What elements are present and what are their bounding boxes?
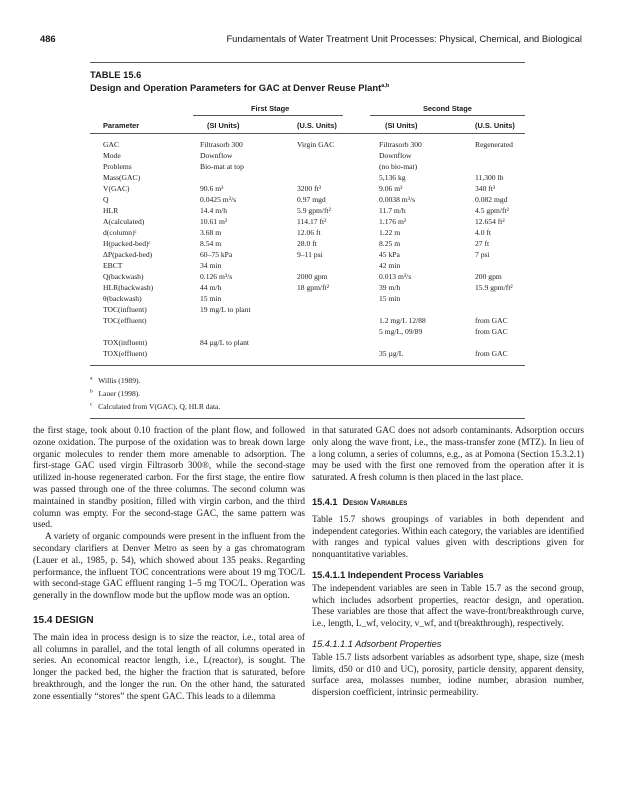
- header-bottom-rule: [90, 133, 525, 134]
- table-cell: H(packed-bed)ᶜ: [103, 239, 151, 248]
- table-cell: 5 mg/L, 09/89: [379, 327, 423, 336]
- table-cell: 1.22 m: [379, 228, 401, 237]
- table-cell: GAC: [103, 140, 120, 149]
- table-cell: from GAC: [475, 349, 508, 358]
- table-cell: Bio-mat at top: [200, 162, 244, 171]
- table-cell: from GAC: [475, 316, 508, 325]
- table-cell: 11,300 lb: [475, 173, 504, 182]
- table-cell: 340 ft³: [475, 184, 496, 193]
- table-title: Design and Operation Parameters for GAC at Denver Reuse Plant: [90, 82, 382, 93]
- table-cell: 1.2 mg/L 12/88: [379, 316, 426, 325]
- table-cell: 18 gpm/ft²: [297, 283, 330, 292]
- table-cell: 114.17 ft²: [297, 217, 327, 226]
- page-number: 486: [40, 33, 56, 44]
- left-paragraph-2: A variety of organic compounds were present in the influent from the secondary clarifiers at Denver Metro as seen by a gas chromatogram (Lauer et al., 1985, p. 54), which showed about 135 peaks. Regarding performance, the influent TOC concentrations were about 19 mg TOC/L with second-stage GAC effluent ranging 1–5 mg TOC/L. Operation was generally in the downflow mode but the upflow mode was an option.: [33, 532, 305, 602]
- table-cell: from GAC: [475, 327, 508, 336]
- group-rule-second: [370, 115, 525, 116]
- table-cell: Downflow: [379, 151, 412, 160]
- table-cell: 5,136 kg: [379, 173, 406, 182]
- table-cell: 19 mg/L to plant: [200, 305, 251, 314]
- table-cell: 5.9 gpm/ft²: [297, 206, 331, 215]
- table-cell: 44 m/h: [200, 283, 222, 292]
- col-header-parameter: Parameter: [103, 121, 140, 130]
- table-cell: Virgin GAC: [297, 140, 335, 149]
- table-cell: 27 ft: [475, 239, 490, 248]
- table-cell: 200 gpm: [475, 272, 502, 281]
- col-header-us-2: (U.S. Units): [475, 121, 515, 130]
- subsubsubsection-heading: 15.4.1.1.1 Adsorbent Properties: [312, 638, 442, 649]
- left-paragraph-3: The main idea in process design is to size the reactor, i.e., total area of all columns in parallel, and the total length of all columns operated in series. An economical reactor length, i.e., L(reactor), is sought. The longer the packed bed, the higher the fraction that is saturated, before breakthrough, and the longer the run. On the other hand, the saturated zone essentially “stores” the spent GAC. This leads to a dilemma: [33, 632, 305, 702]
- group-header-first-stage: First Stage: [251, 104, 290, 113]
- table-cell: 15 min: [379, 294, 401, 303]
- table-cell: HLR(backwash): [103, 283, 154, 292]
- col-header-si-1: (SI Units): [207, 121, 240, 130]
- table-cell: 0.126 m³/s: [200, 272, 233, 281]
- right-paragraph-2: Table 15.7 shows groupings of variables in both dependent and independent categories. Within each category, the variables are identified with ranges and typical values given with descriptions given for nonquantitative variables.: [312, 514, 584, 561]
- table-cell: Filtrasorb 300: [379, 140, 422, 149]
- table-cell: 15 min: [200, 294, 222, 303]
- left-paragraph-1: the first stage, took about 0.10 fraction of the plant flow, and followed ozone oxidation. The purpose of the oxidation was to break down large organic molecules to render them more amenable to adsorption. The first-stage GAC used virgin Filtrasorb 300®, while the second-stage utilized in-house regenerated carbon. For the first stage, the entire flow was passed through one of the three columns. The second column was maintained in standby position, filled with virgin carbon, and the third column was empty. For the second-stage GAC, the same pattern was used.: [33, 426, 305, 531]
- group-rule-first: [193, 115, 343, 116]
- table-cell: TOC(effluent): [103, 316, 147, 325]
- table-cell: 2000 gpm: [297, 272, 328, 281]
- table-cell: 9.06 m³: [379, 184, 403, 193]
- table-top-rule: [90, 62, 525, 63]
- table-cell: 0.013 m³/s: [379, 272, 412, 281]
- table-cell: Regenerated: [475, 140, 513, 149]
- table-cell: TOX(effluent): [103, 349, 148, 358]
- right-column: [312, 426, 584, 700]
- table-cell: 0.0038 m³/s: [379, 195, 416, 204]
- table-cell: 34 min: [200, 261, 222, 270]
- table-cell: d(column)ᶜ: [103, 228, 137, 237]
- col-header-si-2: (SI Units): [385, 121, 418, 130]
- table-cell: 28.0 ft: [297, 239, 317, 248]
- table-label: TABLE 15.6: [90, 69, 142, 80]
- table-cell: 35 µg/L: [379, 349, 404, 358]
- table-cell: 42 min: [379, 261, 401, 270]
- table-cell: 11.7 m/h: [379, 206, 406, 215]
- table-cell: 84 µg/L to plant: [200, 338, 250, 347]
- col-header-us-1: (U.S. Units): [297, 121, 337, 130]
- table-cell: 8.54 m: [200, 239, 222, 248]
- table-cell: 4.5 gpm/ft²: [475, 206, 509, 215]
- table-title-sup: a,b: [381, 82, 390, 89]
- table-cell: 9–11 psi: [297, 250, 323, 259]
- page-header: [40, 33, 582, 49]
- right-paragraph-3: The independent variables are seen in Table 15.7 as the second group, which includes adsorbent properties, reactor design, and operation. These variables are those that affect the wave-front/breakthrough curve, i.e., length, L_wf, velocity, v_wf, and t(breakthrough), respectively.: [312, 583, 584, 630]
- table-cell: 7 psi: [475, 250, 490, 259]
- footnote-a: $^a$ Willis (1989).: [90, 375, 141, 385]
- table-cell: (no bio-mat): [379, 162, 418, 171]
- table-cell: θ(backwash): [103, 294, 142, 303]
- table-cell: 0.97 mgd: [297, 195, 326, 204]
- table-cell: EBCT: [103, 261, 123, 270]
- table-cell: 3200 ft³: [297, 184, 322, 193]
- table-cell: 0.082 mgd: [475, 195, 508, 204]
- table-cell: 15.9 gpm/ft²: [475, 283, 513, 292]
- table-cell: TOC(influent): [103, 305, 147, 314]
- table-cell: Mass(GAC): [103, 173, 141, 182]
- table-cell: 10.61 m²: [200, 217, 228, 226]
- table-cell: Downflow: [200, 151, 233, 160]
- table-cell: A(calculated): [103, 217, 145, 226]
- table-cell: 4.0 ft: [475, 228, 492, 237]
- table-cell: ΔP(packed-bed): [103, 250, 153, 259]
- table-cell: 39 m/h: [379, 283, 401, 292]
- right-paragraph-1: in that saturated GAC does not adsorb contaminants. Adsorption occurs only along the wave front, i.e., the mass-transfer zone (MTZ). In lieu of a long column, a series of columns, e.g., as at Pomona (Section 15.3.2.1) may be used with the first one removed from the operation after it is saturated. A fresh column is then placed in the last place.: [312, 426, 584, 484]
- table-cell: 8.25 m: [379, 239, 401, 248]
- table-cell: 3.68 m: [200, 228, 222, 237]
- table-cell: 12.06 ft: [297, 228, 321, 237]
- subsubsection-heading: 15.4.1.1 Independent Process Variables: [312, 569, 484, 580]
- table-cell: Q: [103, 195, 109, 204]
- table-cell: Filtrasorb 300: [200, 140, 243, 149]
- footnote-b: $^b$ Lauer (1998).: [90, 388, 141, 398]
- table-cell: V(GAC): [103, 184, 130, 193]
- left-column: [33, 426, 305, 704]
- footnote-c: $^c$ Calculated from V(GAC), Q, HLR data.: [90, 401, 221, 411]
- table-cell: 12.654 ft²: [475, 217, 505, 226]
- right-paragraph-4: Table 15.7 lists adsorbent variables as adsorbent type, shape, size (mesh limits, d50 or d10 and UC), porosity, particle density, apparent density, surface area, molasses number, iodine number, abrasion number, dispersion coefficient, intrinsic permeability.: [312, 652, 584, 699]
- table-cell: Problems: [103, 162, 132, 171]
- table-body-rule: [90, 365, 525, 366]
- running-title: Fundamentals of Water Treatment Unit Processes: Physical, Chemical, and Biological: [226, 33, 582, 44]
- table-cell: HLR: [103, 206, 119, 215]
- table-cell: TOX(influent): [103, 338, 148, 347]
- table-cell: 90.6 m³: [200, 184, 224, 193]
- table-cell: 45 kPa: [379, 250, 400, 259]
- section-heading: 15.4 DESIGN: [33, 614, 94, 626]
- table-cell: 1.176 m²: [379, 217, 407, 226]
- table-bottom-rule: [90, 418, 525, 419]
- table-cell: Mode: [103, 151, 121, 160]
- table-cell: Q(backwash): [103, 272, 144, 281]
- table-cell: 60–75 kPa: [200, 250, 233, 259]
- table-caption: [90, 68, 389, 94]
- table-title-line: [90, 81, 389, 94]
- subsection-heading: 15.4.1 Design Variables: [312, 496, 408, 507]
- table-cell: 14.4 m/h: [200, 206, 228, 215]
- group-header-second-stage: Second Stage: [423, 104, 472, 113]
- table-cell: 0.0425 m³/s: [200, 195, 237, 204]
